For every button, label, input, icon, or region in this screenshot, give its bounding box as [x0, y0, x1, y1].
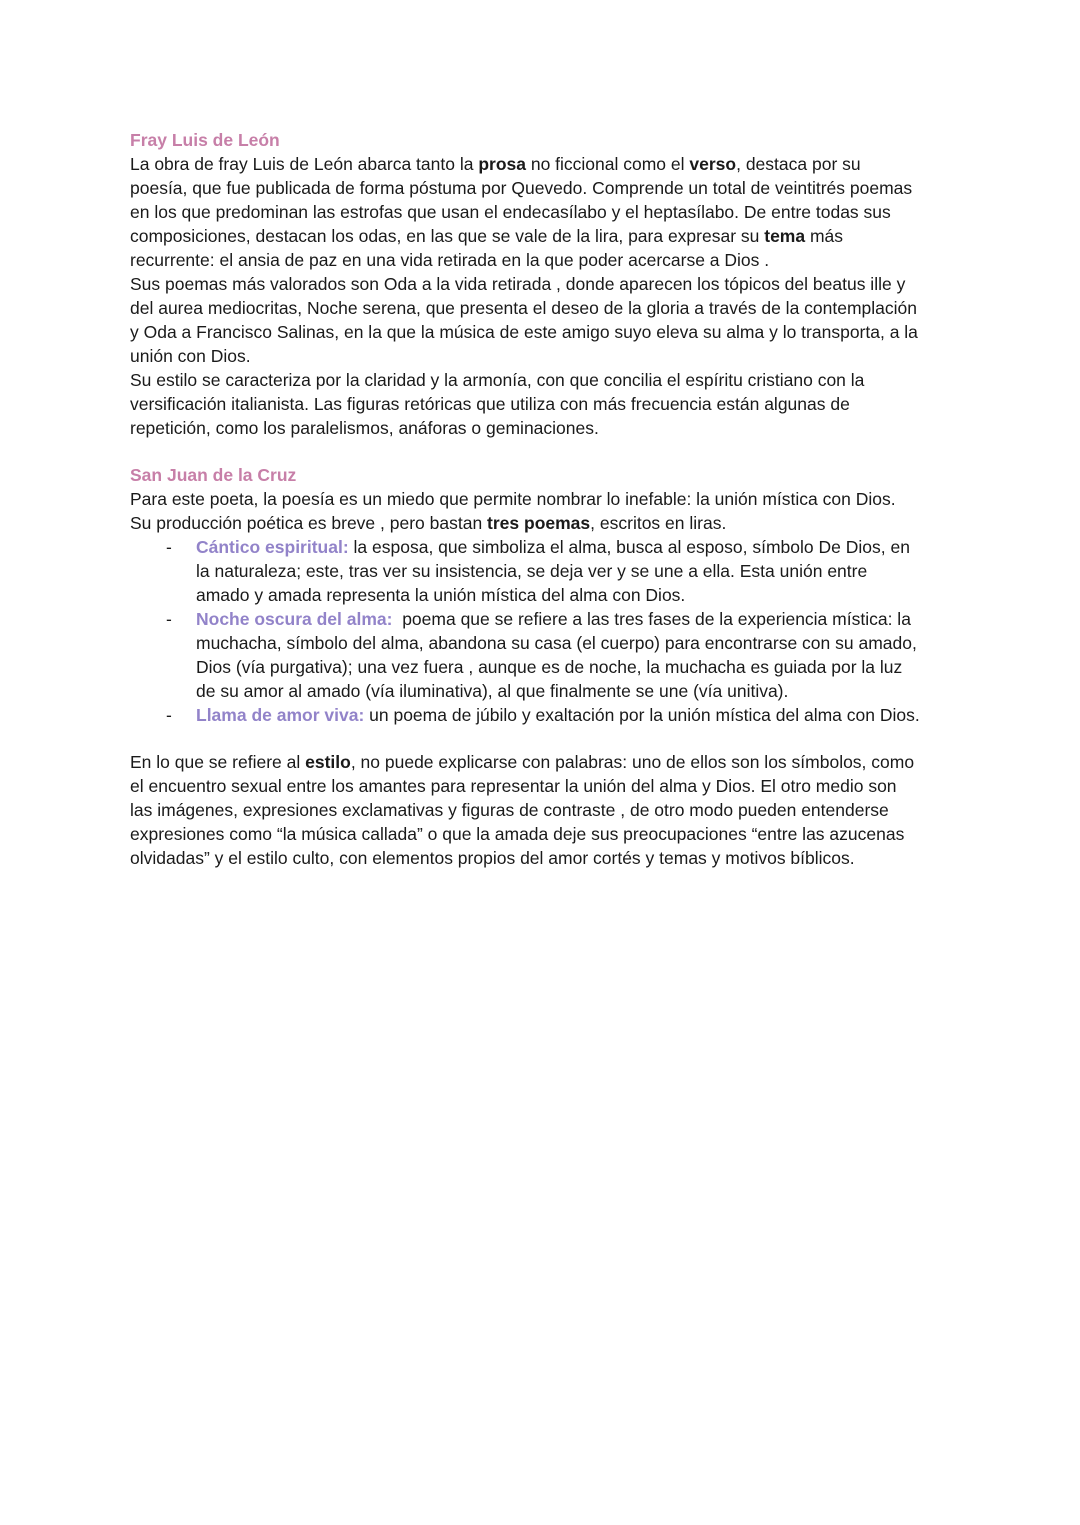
paragraph-fray-luis-poems — [130, 272, 960, 368]
text-line: Para este poeta, la poesía es un miedo que permite nombrar lo inefable: la unión mística con Dios. — [130, 489, 896, 509]
list-dash: - — [166, 537, 172, 557]
text-line: y Oda a Francisco Salinas, en la que la música de este amigo suyo eleva su alma y lo transporta, a la — [130, 322, 918, 342]
list-dash: - — [166, 705, 172, 725]
text-line: muchacha, símbolo del alma, abandona su casa (el cuerpo) para encontrarse con su amado, — [196, 633, 917, 653]
poem-title-llama: Llama de amor viva: — [196, 705, 365, 725]
text-line: recurrente: el ansia de paz en una vida retirada en la que poder acercarse a Dios . — [130, 250, 770, 270]
text-line: En lo que se refiere al estilo, no puede explicarse con palabras: uno de ellos son los símbolos, como — [130, 752, 915, 772]
list-item-llama — [130, 703, 960, 727]
poems-list — [130, 535, 960, 727]
section-title-san-juan: San Juan de la Cruz — [130, 465, 297, 485]
text-line: la naturaleza; este, tras ver su insistencia, se deja ver y se une a ella. Esta unión entre — [196, 561, 868, 581]
text-line: amado y amada representa la unión mística del alma con Dios. — [196, 585, 686, 605]
bold-term-prosa: prosa — [478, 154, 526, 174]
bold-term-tema: tema — [764, 226, 806, 246]
section-spacer — [130, 727, 960, 750]
paragraph-fray-luis-style — [130, 368, 960, 440]
section-title-fray-luis: Fray Luis de León — [130, 130, 280, 150]
bold-term-verso: verso — [689, 154, 737, 174]
text-line: Su estilo se caracteriza por la claridad y la armonía, con que concilia el espíritu cristiano con la — [130, 370, 865, 390]
text-line: las imágenes, expresiones exclamativas y figuras de contraste , de otro modo pueden entenderse — [130, 800, 889, 820]
bold-term-tres-poemas: tres poemas — [487, 513, 591, 533]
text-line: expresiones como “la música callada” o que la amada deje sus preocupaciones “entre las azucenas — [130, 824, 905, 844]
document-page — [130, 128, 960, 870]
text-line: Dios (vía purgativa); una vez fuera , aunque es de noche, la muchacha es guiada por la luz — [196, 657, 903, 677]
paragraph-san-juan-intro — [130, 487, 960, 535]
text-line: composiciones, destacan los odas, en las que se vale de la lira, para expresar su tema más — [130, 226, 844, 246]
section-spacer — [130, 440, 960, 463]
text-line: Llama de amor viva: un poema de júbilo y exaltación por la unión mística del alma con Dios. — [196, 705, 920, 725]
text-line: en los que predominan las estrofas que usan el endecasílabo y el heptasílabo. De entre todas sus — [130, 202, 891, 222]
text-line: Cántico espiritual: la esposa, que simboliza el alma, busca al esposo, símbolo De Dios, en — [196, 537, 910, 557]
text-line: olvidadas” y el estilo culto, con elementos propios del amor cortés y temas y motivos bíblicos. — [130, 848, 855, 868]
text-line: de su amor al amado (vía iluminativa), al que finalmente se une (vía unitiva). — [196, 681, 789, 701]
text-line: repetición, como los paralelismos, anáforas o geminaciones. — [130, 418, 599, 438]
text-line: Su producción poética es breve , pero bastan tres poemas, escritos en liras. — [130, 513, 727, 533]
paragraph-fray-luis-work — [130, 152, 960, 272]
list-item-cantico — [130, 535, 960, 607]
text-line: del aurea mediocritas, Noche serena, que presenta el deseo de la gloria a través de la contemplación — [130, 298, 918, 318]
text-line: el encuentro sexual entre los amantes para representar la unión del alma y Dios. El otro medio son — [130, 776, 897, 796]
list-dash: - — [166, 609, 172, 629]
paragraph-san-juan-style — [130, 750, 960, 870]
text-line: Sus poemas más valorados son Oda a la vida retirada , donde aparecen los tópicos del beatus ille y — [130, 274, 906, 294]
poem-title-cantico: Cántico espiritual: — [196, 537, 349, 557]
text-line: poesía, que fue publicada de forma póstuma por Quevedo. Comprende un total de veintitrés poemas — [130, 178, 913, 198]
text-line: unión con Dios. — [130, 346, 251, 366]
poem-title-noche-oscura: Noche oscura del alma: — [196, 609, 393, 629]
list-item-noche-oscura — [130, 607, 960, 703]
text-line: La obra de fray Luis de León abarca tanto la prosa no ficcional como el verso, destaca por su — [130, 154, 861, 174]
text-line: versificación italianista. Las figuras retóricas que utiliza con más frecuencia están algunas de — [130, 394, 850, 414]
bold-term-estilo: estilo — [305, 752, 351, 772]
text-line: Noche oscura del alma: poema que se refiere a las tres fases de la experiencia mística: la — [196, 609, 911, 629]
